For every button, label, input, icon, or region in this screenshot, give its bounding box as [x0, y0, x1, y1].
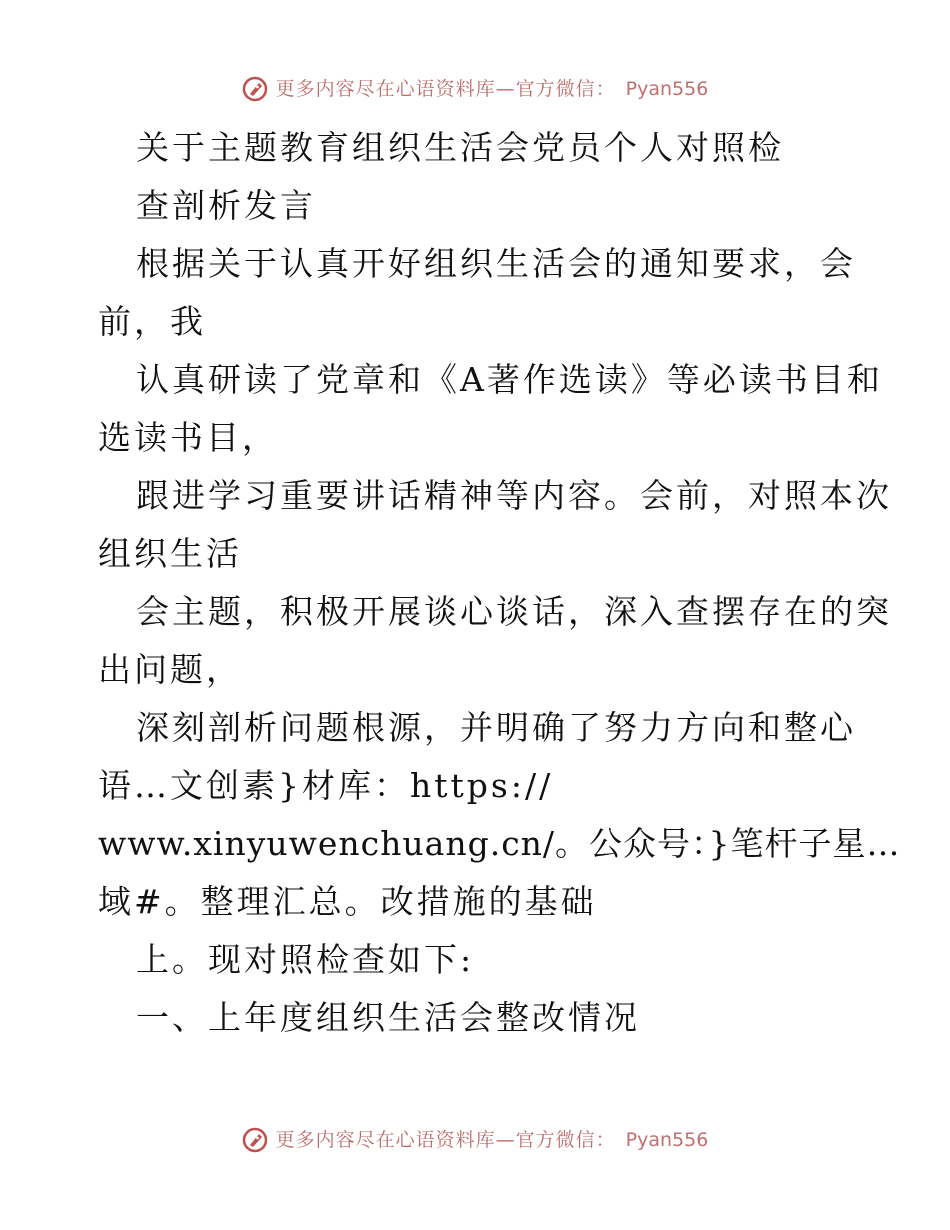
- paragraph-line: 深刻剖析问题根源，并明确了努力方向和整心: [136, 708, 856, 747]
- paragraph-line: 跟进学习重要讲话精神等内容。会前，对照本次: [136, 476, 892, 515]
- title-line-1: 关于主题教育组织生活会党员个人对照检: [136, 128, 784, 167]
- watermark-wechat-id: Pyan556: [625, 1129, 709, 1151]
- pen-nib-logo-icon: [242, 1127, 268, 1153]
- paragraph-line: 上。现对照检查如下:: [136, 940, 475, 979]
- paragraph-line: 选读书目，: [98, 418, 278, 457]
- paragraph-line: 出问题，: [98, 650, 242, 689]
- watermark-text: 更多内容尽在心语资料库—官方微信：: [275, 1129, 616, 1151]
- section-heading: 一、上年度组织生活会整改情况: [136, 998, 640, 1037]
- watermark-wechat-id: Pyan556: [625, 78, 709, 100]
- paragraph-line: 认真研读了党章和《A著作选读》等必读书目和: [136, 360, 883, 399]
- paragraph-line: 组织生活: [98, 534, 242, 573]
- title-line-2: 查剖析发言: [136, 186, 316, 225]
- paragraph-line: 根据关于认真开好组织生活会的通知要求，会: [136, 244, 856, 283]
- watermark-text: 更多内容尽在心语资料库—官方微信：: [275, 78, 616, 100]
- paragraph-line: 会主题，积极开展谈心谈话，深入查摆存在的突: [136, 592, 892, 631]
- footer-watermark: [0, 1127, 950, 1153]
- paragraph-line: 域#。整理汇总。改措施的基础: [98, 882, 597, 921]
- paragraph-line: www.xinyuwenchuang.cn/。公众号：}笔杆子星…: [98, 824, 901, 863]
- paragraph-line: 语…文创素}材库：https://: [98, 766, 554, 805]
- paragraph-line: 前，我: [98, 302, 206, 341]
